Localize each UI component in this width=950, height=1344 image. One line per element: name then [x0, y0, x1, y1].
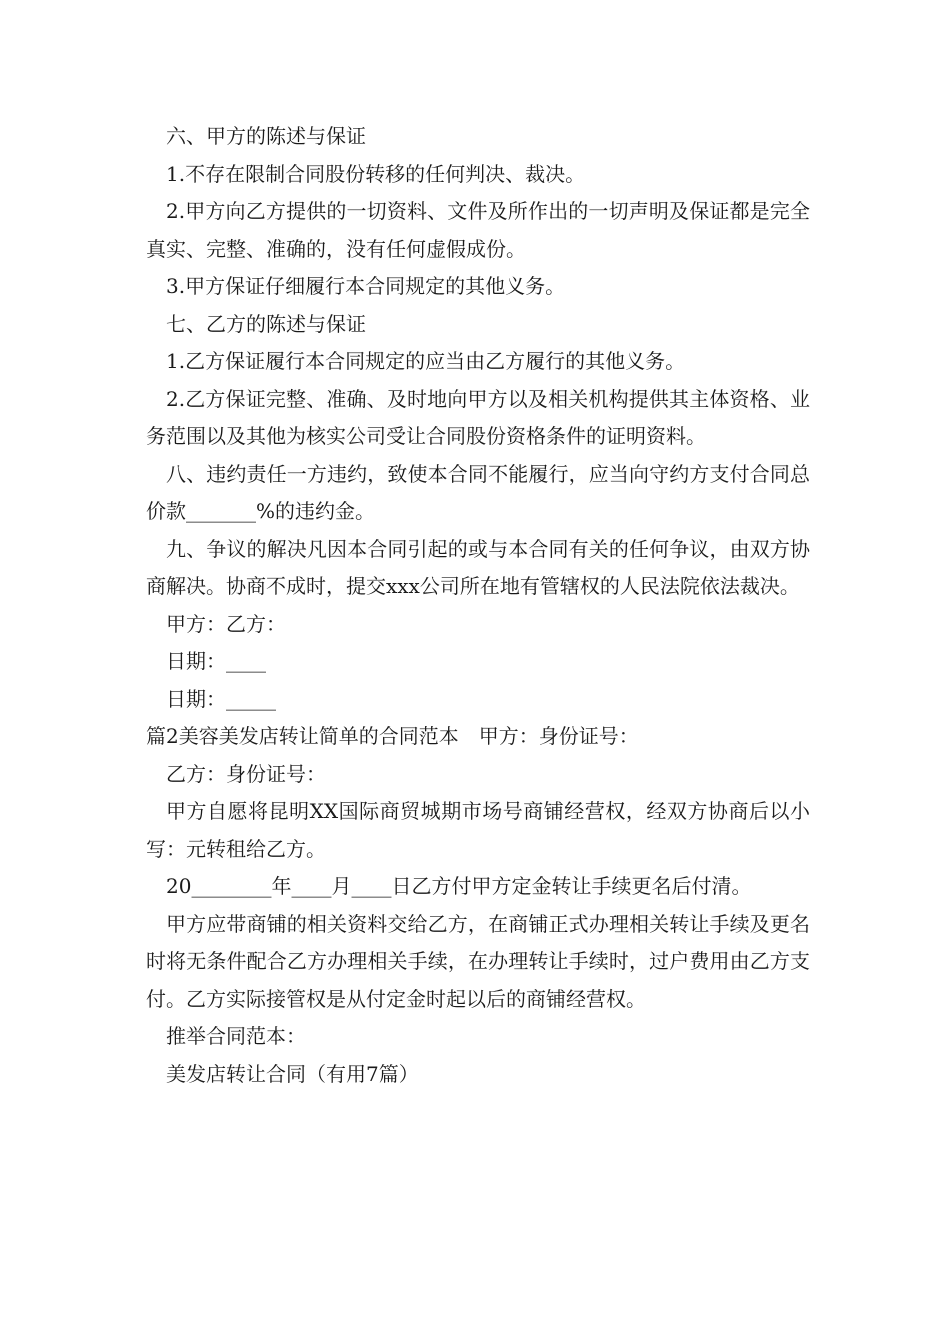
- sec7-item2: 2.乙方保证完整、准确、及时地向甲方以及相关机构提供其主体资格、业务范围以及其他为核实公司受让合同股份资格条件的证明资料。: [146, 386, 810, 448]
- sign-date-1: 日期：____: [166, 649, 266, 673]
- sec8-breach: 八、违约责任一方违约，致使本合同不能履行，应当向守约方支付合同总价款_______%的违约金。: [146, 461, 810, 523]
- sec6-item3: 3.甲方保证仔细履行本合同规定的其他义务。: [166, 274, 566, 298]
- recommend-label: 推举合同范本：: [166, 1024, 306, 1048]
- sec6-item2: 2.甲方向乙方提供的一切资料、文件及所作出的一切声明及保证都是完全真实、完整、准确的，没有任何虚假成份。: [146, 199, 810, 261]
- article2-partyb: 乙方：身份证号：: [166, 761, 326, 786]
- recommend-item: 美发店转让合同（有用7篇）: [166, 1061, 419, 1086]
- sec6-item1: 1.不存在限制合同股份转移的任何判决、裁决。: [166, 161, 586, 186]
- sign-date-2: 日期：_____: [166, 686, 276, 711]
- sec7-heading: 七、乙方的陈述与保证: [166, 311, 366, 336]
- sec7-item1: 1.乙方保证履行本合同规定的应当由乙方履行的其他义务。: [166, 349, 686, 373]
- document-page: [146, 118, 810, 1093]
- sec6-heading: 六、甲方的陈述与保证: [166, 124, 366, 148]
- article2-para3: 甲方应带商铺的相关资料交给乙方，在商铺正式办理相关转让手续及更名时将无条件配合乙方办理相关手续，在办理转让手续时，过户费用由乙方支付。乙方实际接管权是从付定金时起以后的商铺经营权。: [146, 911, 810, 1011]
- article2-title: 篇2美容美发店转让简单的合同范本 甲方：身份证号：: [146, 724, 639, 748]
- article2-para1: 甲方自愿将昆明XX国际商贸城期市场号商铺经营权，经双方协商后以小写：元转租给乙方。: [146, 799, 810, 861]
- article2-para2: 20________年____月____日乙方付甲方定金转让手续更名后付清。: [166, 874, 752, 898]
- sec9-dispute: 九、争议的解决凡因本合同引起的或与本合同有关的任何争议，由双方协商解决。协商不成时，提交xxx公司所在地有管辖权的人民法院依法裁决。: [146, 536, 810, 598]
- sign-parties: 甲方：乙方：: [166, 611, 286, 636]
